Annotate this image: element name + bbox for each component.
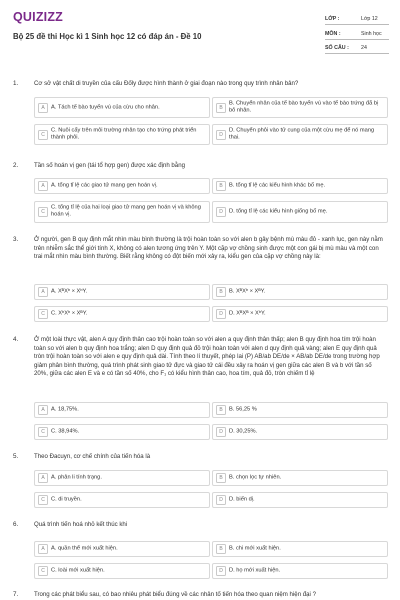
option-letter: C xyxy=(38,207,48,217)
meta-subject xyxy=(325,31,382,37)
option-text: D. biến dị. xyxy=(229,496,255,503)
quizizz-logo: QUIZIZZ xyxy=(13,10,64,24)
meta-value: Lớp 12 xyxy=(361,16,378,22)
option-text: A. Tách tế bào tuyến vú của cừu cho nhân. xyxy=(51,103,160,110)
question-text: Trong các phát biểu sau, có bao nhiêu phát biểu đúng về các nhân tố tiến hóa theo quan niệm hiện đại ? xyxy=(34,591,316,598)
option-text: C. XᵇXᵇ × XᴮY. xyxy=(51,310,88,317)
question-number: 6. xyxy=(13,521,19,528)
option-letter: A xyxy=(38,103,48,113)
option-text: B. chi mới xuất hiện. xyxy=(229,545,281,552)
option-text: A. 18,75%. xyxy=(51,406,79,413)
option-c[interactable] xyxy=(34,492,210,508)
option-text: C. tổng tỉ lệ của hai loại giao tử mang gen hoán vị và không hoán vị. xyxy=(51,204,201,218)
option-text: B. chọn lọc tự nhiên. xyxy=(229,474,282,481)
question-text: Theo Đacuyn, cơ chế chính của tiến hóa là xyxy=(34,453,151,460)
question-number: 3. xyxy=(13,236,19,243)
option-d[interactable] xyxy=(212,563,388,579)
option-letter: A xyxy=(38,287,48,297)
meta-label: MÔN : xyxy=(325,31,341,37)
divider xyxy=(325,53,389,54)
option-b[interactable] xyxy=(212,178,388,194)
option-letter: A xyxy=(38,544,48,554)
question-text: Quá trình tiến hoá nhỏ kết thúc khi xyxy=(34,521,128,528)
option-letter: D xyxy=(216,495,226,505)
option-d[interactable] xyxy=(212,124,388,145)
option-text: D. Chuyển phôi vào tử cung của một cừu mẹ để nó mang thai. xyxy=(229,127,375,141)
option-text: D. họ mới xuất hiện. xyxy=(229,567,281,574)
option-text: B. Chuyển nhân của tế bào tuyến vú vào tế bào trứng đã bị bỏ nhân. xyxy=(229,100,379,114)
meta-value: Sinh học xyxy=(361,31,382,37)
option-a[interactable] xyxy=(34,178,210,194)
option-b[interactable] xyxy=(212,284,388,300)
option-text: B. XᴮXᵇ × XᴮY. xyxy=(229,288,266,295)
question-text: Ở một loài thực vật, alen A quy định thân cao trội hoàn toàn so với alen a quy định thân thấp; alen B quy định hoa tím trội hoàn toàn so với alen b quy định hoa trắng; alen D quy định quả đỏ trội hoàn toàn với alen d quy định quả vàng; alen E quy định quả tròn trội hoàn toàn so với alen e quy định quả dài. Tính theo lí thuyết, phép lai (P) AB/ab DE/de × AB/ab DE/de trong trường hợp giảm phân bình thường, quá trình phát sinh giao tử đực và giao tử cái đều xảy ra hoán vị gen giữa các alen B và b với tần số 20%, giữa các alen E và e có tần số 40%, cho F₁ có kiểu hình thân cao, hoa tím, quả đỏ, tròn chiếm tỉ lệ xyxy=(34,336,380,378)
option-a[interactable] xyxy=(34,470,210,486)
option-b[interactable] xyxy=(212,97,388,118)
meta-value: 24 xyxy=(361,45,367,51)
option-letter: D xyxy=(216,207,226,217)
option-c[interactable] xyxy=(34,306,210,322)
option-text: C. di truyền. xyxy=(51,496,82,503)
option-letter: B xyxy=(216,287,226,297)
option-letter: A xyxy=(38,181,48,191)
option-b[interactable] xyxy=(212,402,388,418)
question-number: 1. xyxy=(13,80,19,87)
option-d[interactable] xyxy=(212,306,388,322)
option-letter: B xyxy=(216,405,226,415)
question-number: 4. xyxy=(13,336,19,343)
option-text: A. quần thể mới xuất hiện. xyxy=(51,545,118,552)
option-letter: D xyxy=(216,427,226,437)
option-letter: B xyxy=(216,103,226,113)
option-a[interactable] xyxy=(34,541,210,557)
option-text: C. loài mới xuất hiện. xyxy=(51,567,105,574)
option-letter: B xyxy=(216,473,226,483)
question-number: 2. xyxy=(13,162,19,169)
question-text: Ở người, gen B quy định mắt nhìn màu bình thường là trội hoàn toàn so với alen b gây bệnh mù màu đỏ - xanh lục, gen này nằm trên nhiễm sắc thể giới tính X, không có alen tương ứng trên Y. Một cặp vợ chồng sinh được một con gái bị mù màu và một con trai mắt nhìn màu bình thường. Biết rằng không có đột biến mới xảy ra, kiểu gen của cặp vợ chồng này là: xyxy=(34,236,383,261)
option-text: C. 38,94%. xyxy=(51,428,80,435)
question-text: Cơ sở vật chất di truyền của cấu Đốly được hình thành ở giai đoạn nào trong quy trình nhân bản? xyxy=(34,80,299,87)
option-c[interactable] xyxy=(34,563,210,579)
option-letter: C xyxy=(38,427,48,437)
option-letter: C xyxy=(38,495,48,505)
option-letter: C xyxy=(38,309,48,319)
option-letter: B xyxy=(216,181,226,191)
option-letter: A xyxy=(38,405,48,415)
question-text: Tần số hoán vị gen (tái tổ hợp gen) được xác định bằng xyxy=(34,162,185,169)
meta-label: SỐ CÂU : xyxy=(325,45,349,51)
meta-grade xyxy=(325,16,378,22)
option-a[interactable] xyxy=(34,284,210,300)
option-text: A. phân li tính trạng. xyxy=(51,474,102,481)
option-letter: A xyxy=(38,473,48,483)
option-letter: C xyxy=(38,566,48,576)
document-title: Bộ 25 đề thi Học kì 1 Sinh học 12 có đáp án - Đề 10 xyxy=(13,32,202,41)
option-text: C. Nuôi cấy trên môi trường nhân tạo cho trứng phát triển thành phôi. xyxy=(51,127,197,141)
option-a[interactable] xyxy=(34,97,210,118)
divider xyxy=(325,39,389,40)
question-number: 7. xyxy=(13,591,19,598)
option-c[interactable] xyxy=(34,201,210,223)
option-d[interactable] xyxy=(212,424,388,440)
question-number: 5. xyxy=(13,453,19,460)
option-letter: D xyxy=(216,566,226,576)
option-d[interactable] xyxy=(212,492,388,508)
option-text: D. 30,25%. xyxy=(229,428,258,435)
option-text: D. XᴮXᴮ × XᵇY. xyxy=(229,310,266,317)
option-letter: D xyxy=(216,130,226,140)
option-text: A. XᴮXᵇ × XᵇY. xyxy=(51,288,88,295)
meta-label: LỚP : xyxy=(325,16,340,22)
option-text: D. tổng tỉ lệ các kiểu hình giống bố mẹ. xyxy=(229,208,328,215)
option-c[interactable] xyxy=(34,124,210,145)
page-header xyxy=(0,0,400,62)
option-letter: D xyxy=(216,309,226,319)
option-letter: C xyxy=(38,130,48,140)
option-a[interactable] xyxy=(34,402,210,418)
option-d[interactable] xyxy=(212,201,388,223)
option-letter: B xyxy=(216,544,226,554)
meta-question-count xyxy=(325,45,367,51)
option-text: B. 56,25 % xyxy=(229,406,257,413)
option-b[interactable] xyxy=(212,470,388,486)
option-text: B. tổng tỉ lệ các kiểu hình khác bố mẹ. xyxy=(229,182,326,189)
option-b[interactable] xyxy=(212,541,388,557)
option-c[interactable] xyxy=(34,424,210,440)
option-text: A. tổng tỉ lệ các giao tử mang gen hoán vị. xyxy=(51,182,158,189)
divider xyxy=(325,24,389,25)
